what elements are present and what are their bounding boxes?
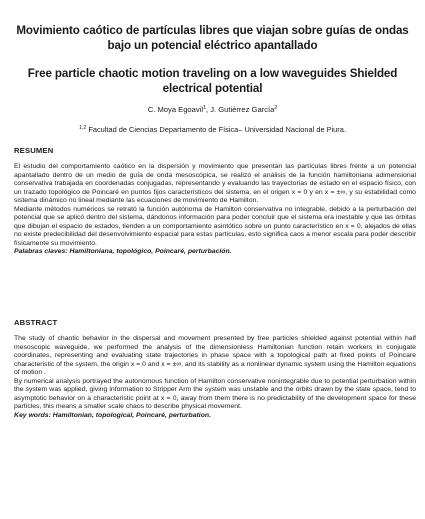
author-2-affiliation-mark: 2 <box>274 105 278 111</box>
abstract-keywords-label: Key words: <box>14 411 51 419</box>
abstract-paragraph-1: The study of chaotic behavior in the dispersal and movement presented by free particles shielded against potential within half mesoscopic waveguide, we performed the analysis of the dimensionless Hamiltonian function retain workers in conjugate coordinates, representing and evaluating state trajectories in phase space with a topological path at fixed points of Poincare characteristic of the system, the origin x = 0 and x = ±∞, and its stability as a nonlinear dynamic system using the Hamilton equations of motion . <box>14 335 416 377</box>
resumen-paragraph-2: Mediante métodos numéricos se retrató la función autónoma de Hamilton conservativa no integrable, debido a la perturbación del potencial que se aplicó dentro del sistema, dándonos información para poder concluir que el sistema era inestable y que las órbitas que dibujan el espacio de estados, tienden a un comportamiento asintótico sobre un punto característico en x = 0, alejados de ellas no existe predecibilidad del desenvolvimiento espacial para estas partículas, esto significa caos a menor escala para poder describir físicamente su movimiento. <box>14 205 416 247</box>
author-1-affiliation-mark: 1 <box>203 105 206 111</box>
title-english: Free particle chaotic motion traveling on a low waveguides Shielded electrical potential <box>27 67 398 95</box>
resumen-keywords-label: Palabras claves: <box>14 248 68 256</box>
abstract-section <box>14 335 416 420</box>
author-1-name: C. Moya Egoavil <box>147 105 204 114</box>
resumen-keywords <box>14 248 416 257</box>
author-line <box>0 105 425 115</box>
author-separator: , <box>205 105 211 114</box>
affiliation-text: Facultad de Ciencias Departamento de Física– Universidad Nacional de Piura. <box>86 125 346 134</box>
abstract-keywords <box>14 412 416 421</box>
abstract-paragraph-2: By numerical analysis portrayed the autonomous function of Hamilton conservative nonintegrable due to potential perturbation within the system was applied, giving information to Stripper Arm the system was unstable and the orbits drawn by the state space, tend to asymptotic behavior on a characteristic point at x = 0, away from them there is no predictability of the development space for these particles, this means a smaller scale chaos to describe physical movement. <box>14 377 416 411</box>
affiliation-mark: 1,2 <box>79 125 87 131</box>
title-spanish: Movimiento caótico de partículas libres que viajan sobre guías de ondas bajo un potencial eléctrico apantallado <box>16 24 409 52</box>
author-2-name: J. Gutiérrez García <box>210 105 275 114</box>
abstract-heading: ABSTRACT <box>14 318 58 327</box>
resumen-section <box>14 163 416 257</box>
abstract-keywords-list: Hamiltonian, topological, Poincaré, perturbation. <box>50 411 211 419</box>
resumen-keywords-list: Hamiltoniana, topológico, Poincaré, perturbación. <box>67 248 232 256</box>
affiliation-line <box>0 125 425 135</box>
resumen-heading: RESUMEN <box>14 146 54 155</box>
resumen-paragraph-1: El estudio del comportamiento caótico en la dispersión y movimiento que presentan las partículas libres frente a un potencial apantallado dentro de un medio de guía de onda mesoscópica, se realizó el análisis de la función hamiltoniana adimensional conservativa trabajada en coordenadas conjugadas, representando y evaluando las trayectorias de estado en el espacio físico, con un trazado topológico de Poincaré en puntos fijos característicos del sistema, en el origen x = 0 y en x = ±∞, y su estabilidad como sistema dinámico no lineal mediante las ecuaciones de movimiento de Hamilton. <box>14 163 416 205</box>
